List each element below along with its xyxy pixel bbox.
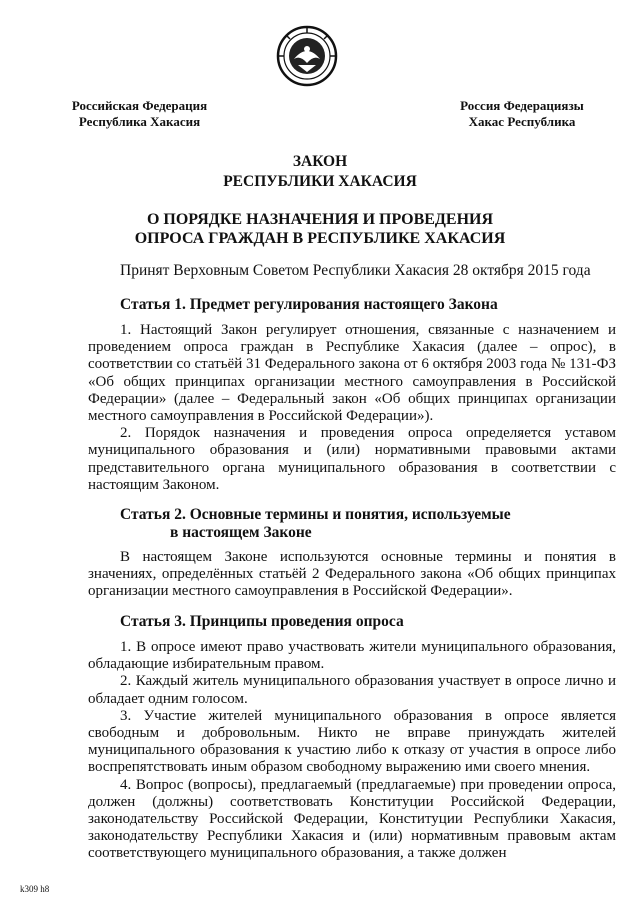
law-title-line1: ЗАКОН xyxy=(292,153,348,170)
header-left xyxy=(52,98,227,130)
law-title xyxy=(0,152,640,192)
article2-paragraph1: В настоящем Законе используются основные термины и понятия в значениях, определённых статьёй 2 Федерального закона «Об общих принципах организации местного самоуправления в Российской Федерации». xyxy=(88,549,616,600)
coat-of-arms-emblem xyxy=(276,25,338,87)
article1-paragraph1: 1. Настоящий Закон регулирует отношения, связанные с назначением и проведением опроса граждан в Республике Хакасия (далее – опрос), в соответствии со статьёй 31 Федерального закона от 6 октября 2003 года № 131-ФЗ «Об общих принципах организации местного самоуправления в Российской Федерации» (далее – Федеральный закон «Об общих принципах организации местного самоуправления в Российской Федерации»). xyxy=(88,322,616,425)
article1-paragraph2: 2. Порядок назначения и проведения опроса определяется уставом муниципального образования и (или) нормативными правовыми актами представительного органа муниципального образования в соответствии с настоящим Законом. xyxy=(88,425,616,493)
article2-body xyxy=(88,549,616,601)
article3-heading: Статья 3. Принципы проведения опроса xyxy=(120,613,404,630)
header-right-line2: Хакас Республика xyxy=(468,114,576,129)
adoption-note: Принят Верховным Советом Республики Хакасия 28 октября 2015 года xyxy=(120,262,591,279)
header-right-line1: Россия Федерациязы xyxy=(460,98,584,113)
article2-heading-line1: Статья 2. Основные термины и понятия, используемые xyxy=(120,506,511,523)
footer-code: k309 h8 xyxy=(20,884,50,894)
header-left-line1: Российская Федерация xyxy=(71,98,208,113)
article3-paragraph2: 2. Каждый житель муниципального образования участвует в опросе лично и обладает одним голосом. xyxy=(88,673,616,707)
article3-paragraph3: 3. Участие жителей муниципального образования в опросе является свободным и добровольным. Никто не вправе принуждать жителей муниципального образования к участию либо к отказу от участия в опросе либо воспрепятствовать иным образом свободному выражению ими своего мнения. xyxy=(88,707,616,776)
header-left-line2: Республика Хакасия xyxy=(78,114,201,129)
law-subject-line2: ОПРОСА ГРАЖДАН В РЕСПУБЛИКЕ ХАКАСИЯ xyxy=(134,230,506,247)
article3-paragraph4: 4. Вопрос (вопросы), предлагаемый (предлагаемые) при проведении опроса, должен (должны) соответствовать Конституции Российской Федерации, законодательству Российской Федерации, Конституции Республики Хакасия, законодательству Республики Хакасия и (или) нормативным правовым актам соответствующего муниципального образования, а также должен xyxy=(88,776,616,862)
law-subject-line1: О ПОРЯДКЕ НАЗНАЧЕНИЯ И ПРОВЕДЕНИЯ xyxy=(146,211,494,228)
article3-paragraph1: 1. В опросе имеют право участвовать жители муниципального образования, обладающие избирательным правом. xyxy=(88,639,616,673)
law-subject-title xyxy=(0,210,640,248)
article1-heading: Статья 1. Предмет регулирования настоящего Закона xyxy=(120,296,498,313)
article2-heading xyxy=(88,506,616,542)
article3-body xyxy=(88,639,616,863)
law-title-line2: РЕСПУБЛИКИ ХАКАСИЯ xyxy=(223,173,417,190)
header-right xyxy=(432,98,612,130)
article2-heading-line2: в настоящем Законе xyxy=(170,524,312,541)
article1-body xyxy=(88,322,616,494)
